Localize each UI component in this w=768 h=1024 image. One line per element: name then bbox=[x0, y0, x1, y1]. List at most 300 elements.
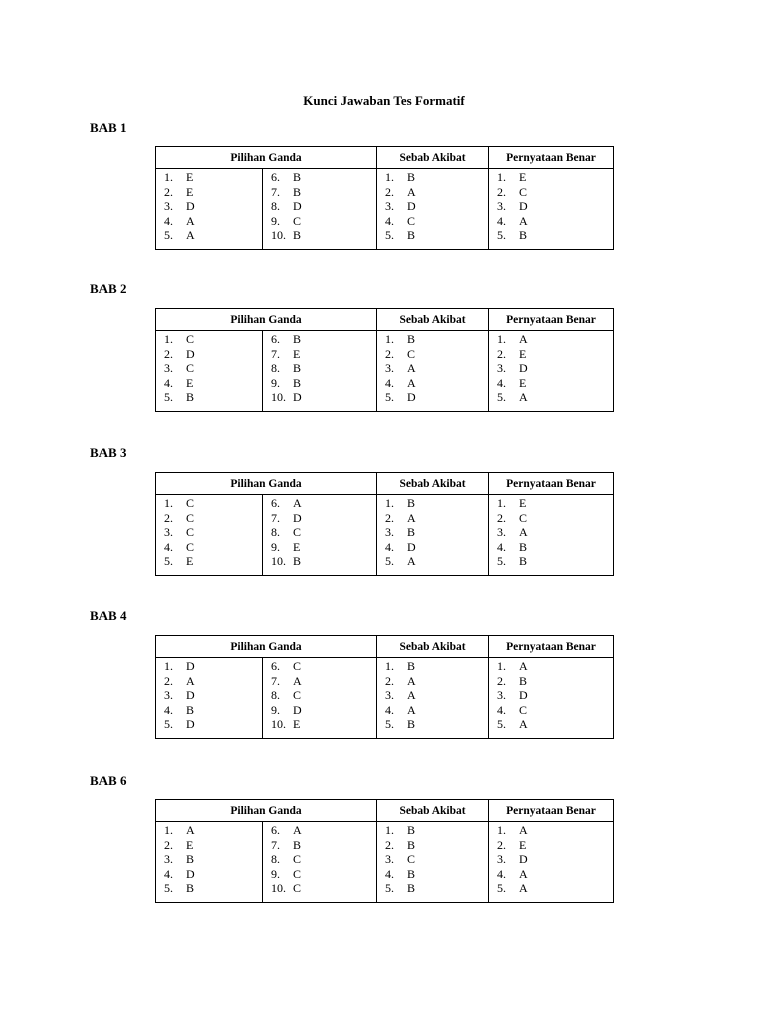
question-number: 9. bbox=[271, 213, 280, 228]
answer-item bbox=[164, 228, 262, 243]
answer-letter: B bbox=[293, 554, 302, 568]
question-number: 8. bbox=[271, 199, 280, 213]
answer-letter: A bbox=[519, 659, 528, 673]
answer-item bbox=[271, 511, 376, 526]
section-title: BAB 1 bbox=[90, 120, 127, 135]
answer-letter: A bbox=[407, 702, 416, 717]
question-number: 1. bbox=[497, 496, 507, 510]
pilihan-ganda-col-2 bbox=[263, 169, 377, 250]
pilihan-ganda-header: Pilihan Ganda bbox=[156, 147, 377, 169]
question-number: 1. bbox=[385, 496, 395, 510]
question-number: 1. bbox=[385, 659, 395, 673]
answer-letter: D bbox=[186, 346, 195, 361]
question-number: 2. bbox=[385, 510, 395, 525]
question-number: 6. bbox=[271, 496, 280, 510]
question-number: 2. bbox=[164, 346, 173, 361]
section-title: BAB 3 bbox=[90, 445, 127, 460]
question-number: 9. bbox=[271, 375, 280, 390]
answer-letter: C bbox=[293, 659, 302, 673]
answer-letter: C bbox=[293, 213, 302, 228]
answer-letter: D bbox=[186, 659, 195, 673]
answer-letter: B bbox=[293, 170, 302, 184]
answer-item bbox=[497, 361, 613, 376]
answer-letter: E bbox=[519, 170, 527, 184]
question-number: 5. bbox=[497, 717, 507, 731]
pilihan-ganda-header: Pilihan Ganda bbox=[156, 636, 377, 658]
pilihan-ganda-col-1 bbox=[156, 331, 263, 412]
answer-item bbox=[497, 511, 613, 526]
pilihan-ganda-col-1 bbox=[156, 169, 263, 250]
question-number: 5. bbox=[164, 554, 173, 568]
answer-letter: C bbox=[519, 184, 528, 199]
answer-letter: A bbox=[407, 184, 416, 199]
answer-item bbox=[497, 717, 613, 732]
pernyataan-benar-col bbox=[489, 331, 614, 412]
answer-item bbox=[385, 185, 488, 200]
answer-letter: E bbox=[519, 375, 527, 390]
answer-item bbox=[271, 554, 376, 569]
pernyataan-benar-col bbox=[489, 822, 614, 903]
question-number: 3. bbox=[497, 688, 507, 702]
answer-item bbox=[164, 867, 262, 882]
answer-letter: E bbox=[186, 837, 194, 852]
answer-item bbox=[497, 838, 613, 853]
table-row bbox=[156, 169, 614, 250]
answer-item bbox=[497, 170, 613, 185]
answer-letter: D bbox=[186, 688, 195, 702]
answer-item bbox=[385, 717, 488, 732]
question-number: 3. bbox=[385, 852, 395, 866]
answer-item bbox=[385, 688, 488, 703]
question-number: 5. bbox=[164, 390, 173, 404]
answer-item bbox=[271, 347, 376, 362]
answer-letter: C bbox=[293, 688, 302, 702]
table-header-row bbox=[156, 147, 614, 169]
answer-letter: D bbox=[407, 199, 416, 213]
answer-letter: A bbox=[407, 554, 416, 568]
question-number: 8. bbox=[271, 688, 280, 702]
sebab-akibat-header: Sebab Akibat bbox=[377, 309, 489, 331]
answer-item bbox=[497, 228, 613, 243]
pilihan-ganda-col-2 bbox=[263, 331, 377, 412]
question-number: 4. bbox=[164, 539, 173, 554]
question-number: 1. bbox=[164, 332, 173, 346]
answer-item bbox=[385, 703, 488, 718]
question-number: 2. bbox=[497, 346, 507, 361]
pilihan-ganda-col-1 bbox=[156, 658, 263, 739]
question-number: 7. bbox=[271, 510, 280, 525]
answer-letter: B bbox=[519, 673, 528, 688]
answer-letter: B bbox=[407, 823, 416, 837]
table-header-row bbox=[156, 309, 614, 331]
answer-letter: D bbox=[519, 199, 528, 213]
question-number: 3. bbox=[164, 688, 173, 702]
answer-item bbox=[164, 838, 262, 853]
answer-item bbox=[164, 717, 262, 732]
question-number: 6. bbox=[271, 659, 280, 673]
question-number: 3. bbox=[497, 525, 507, 539]
answer-item bbox=[497, 390, 613, 405]
pernyataan-benar-header: Pernyataan Benar bbox=[489, 147, 614, 169]
answer-item bbox=[164, 170, 262, 185]
answer-letter: E bbox=[519, 346, 527, 361]
sebab-akibat-header: Sebab Akibat bbox=[377, 800, 489, 822]
answer-item bbox=[385, 823, 488, 838]
question-number: 7. bbox=[271, 346, 280, 361]
answer-letter: E bbox=[293, 346, 301, 361]
question-number: 2. bbox=[385, 673, 395, 688]
answer-item bbox=[164, 823, 262, 838]
answer-letter: B bbox=[186, 881, 195, 895]
answer-item bbox=[271, 881, 376, 896]
pernyataan-benar-header: Pernyataan Benar bbox=[489, 636, 614, 658]
answer-letter: A bbox=[519, 823, 528, 837]
answer-key-table bbox=[155, 308, 614, 412]
answer-item bbox=[385, 361, 488, 376]
question-number: 8. bbox=[271, 852, 280, 866]
question-number: 5. bbox=[385, 881, 395, 895]
answer-letter: E bbox=[293, 717, 301, 731]
answer-letter: D bbox=[186, 866, 195, 881]
answer-item bbox=[385, 376, 488, 391]
question-number: 1. bbox=[164, 170, 173, 184]
question-number: 9. bbox=[271, 539, 280, 554]
answer-item bbox=[497, 332, 613, 347]
question-number: 1. bbox=[497, 170, 507, 184]
question-number: 1. bbox=[164, 496, 173, 510]
answer-item bbox=[385, 228, 488, 243]
question-number: 10. bbox=[271, 390, 286, 404]
answer-item bbox=[164, 199, 262, 214]
pilihan-ganda-col-2 bbox=[263, 658, 377, 739]
question-number: 3. bbox=[164, 199, 173, 213]
answer-letter: E bbox=[293, 539, 301, 554]
question-number: 5. bbox=[497, 554, 507, 568]
answer-letter: B bbox=[407, 866, 416, 881]
answer-letter: A bbox=[519, 213, 528, 228]
section-title: BAB 6 bbox=[90, 773, 127, 788]
pilihan-ganda-header: Pilihan Ganda bbox=[156, 800, 377, 822]
answer-item bbox=[497, 881, 613, 896]
answer-letter: B bbox=[407, 332, 416, 346]
question-number: 4. bbox=[385, 213, 395, 228]
answer-item bbox=[497, 525, 613, 540]
table-header-row bbox=[156, 636, 614, 658]
answer-letter: C bbox=[519, 702, 528, 717]
answer-item bbox=[271, 185, 376, 200]
answer-item bbox=[271, 361, 376, 376]
answer-letter: A bbox=[519, 332, 528, 346]
question-number: 3. bbox=[385, 199, 395, 213]
question-number: 1. bbox=[385, 170, 395, 184]
sebab-akibat-header: Sebab Akibat bbox=[377, 147, 489, 169]
answer-letter: B bbox=[407, 717, 416, 731]
question-number: 4. bbox=[164, 702, 173, 717]
answer-item bbox=[164, 214, 262, 229]
answer-letter: A bbox=[293, 673, 302, 688]
answer-key-table bbox=[155, 799, 614, 903]
answer-item bbox=[164, 525, 262, 540]
answer-letter: A bbox=[519, 881, 528, 895]
answer-letter: A bbox=[519, 866, 528, 881]
answer-item bbox=[385, 852, 488, 867]
answer-item bbox=[271, 674, 376, 689]
answer-letter: D bbox=[407, 390, 416, 404]
answer-letter: D bbox=[186, 199, 195, 213]
question-number: 2. bbox=[497, 184, 507, 199]
answer-letter: E bbox=[519, 496, 527, 510]
answer-item bbox=[497, 867, 613, 882]
answer-key-table bbox=[155, 146, 614, 250]
answer-item bbox=[385, 838, 488, 853]
pilihan-ganda-header: Pilihan Ganda bbox=[156, 473, 377, 495]
answer-letter: B bbox=[407, 228, 416, 242]
answer-item bbox=[271, 688, 376, 703]
answer-letter: C bbox=[407, 213, 416, 228]
answer-item bbox=[271, 525, 376, 540]
answer-letter: D bbox=[293, 199, 302, 213]
answer-item bbox=[497, 703, 613, 718]
answer-item bbox=[271, 199, 376, 214]
answer-item bbox=[164, 674, 262, 689]
question-number: 1. bbox=[497, 659, 507, 673]
question-number: 2. bbox=[385, 184, 395, 199]
table-row bbox=[156, 331, 614, 412]
answer-letter: D bbox=[519, 361, 528, 375]
answer-letter: A bbox=[407, 673, 416, 688]
section-title: BAB 2 bbox=[90, 281, 127, 296]
answer-item bbox=[497, 852, 613, 867]
answer-item bbox=[385, 332, 488, 347]
sebab-akibat-col bbox=[377, 331, 489, 412]
question-number: 3. bbox=[385, 688, 395, 702]
answer-item bbox=[164, 347, 262, 362]
question-number: 3. bbox=[497, 361, 507, 375]
question-number: 1. bbox=[497, 823, 507, 837]
answer-key-table bbox=[155, 472, 614, 576]
question-number: 5. bbox=[164, 717, 173, 731]
answer-item bbox=[164, 376, 262, 391]
answer-item bbox=[271, 659, 376, 674]
answer-item bbox=[271, 496, 376, 511]
answer-item bbox=[271, 852, 376, 867]
answer-letter: B bbox=[519, 554, 528, 568]
pernyataan-benar-col bbox=[489, 495, 614, 576]
answer-item bbox=[271, 332, 376, 347]
answer-letter: C bbox=[186, 496, 195, 510]
answer-letter: B bbox=[407, 881, 416, 895]
question-number: 10. bbox=[271, 881, 286, 895]
answer-item bbox=[271, 703, 376, 718]
section-title: BAB 4 bbox=[90, 608, 127, 623]
answer-item bbox=[271, 823, 376, 838]
table-row bbox=[156, 658, 614, 739]
answer-letter: D bbox=[407, 539, 416, 554]
answer-item bbox=[271, 867, 376, 882]
answer-item bbox=[385, 214, 488, 229]
table-row bbox=[156, 495, 614, 576]
answer-item bbox=[385, 511, 488, 526]
answer-item bbox=[164, 881, 262, 896]
question-number: 5. bbox=[497, 228, 507, 242]
answer-item bbox=[497, 823, 613, 838]
answer-item bbox=[271, 540, 376, 555]
answer-letter: B bbox=[186, 390, 195, 404]
question-number: 3. bbox=[164, 525, 173, 539]
question-number: 1. bbox=[164, 823, 173, 837]
answer-letter: A bbox=[186, 213, 195, 228]
question-number: 9. bbox=[271, 866, 280, 881]
pernyataan-benar-header: Pernyataan Benar bbox=[489, 309, 614, 331]
answer-letter: C bbox=[293, 852, 302, 866]
question-number: 3. bbox=[385, 525, 395, 539]
answer-letter: B bbox=[407, 659, 416, 673]
pilihan-ganda-col-1 bbox=[156, 822, 263, 903]
answer-item bbox=[497, 496, 613, 511]
question-number: 8. bbox=[271, 525, 280, 539]
answer-key-table bbox=[155, 635, 614, 739]
answer-letter: B bbox=[407, 525, 416, 539]
pernyataan-benar-col bbox=[489, 169, 614, 250]
answer-letter: B bbox=[407, 837, 416, 852]
question-number: 5. bbox=[497, 390, 507, 404]
answer-letter: B bbox=[186, 852, 195, 866]
answer-letter: C bbox=[186, 361, 195, 375]
answer-item bbox=[497, 659, 613, 674]
pilihan-ganda-header: Pilihan Ganda bbox=[156, 309, 377, 331]
table-header-row bbox=[156, 800, 614, 822]
question-number: 3. bbox=[164, 852, 173, 866]
answer-item bbox=[164, 511, 262, 526]
answer-letter: C bbox=[293, 866, 302, 881]
answer-item bbox=[497, 540, 613, 555]
question-number: 2. bbox=[164, 837, 173, 852]
answer-letter: A bbox=[519, 390, 528, 404]
answer-letter: A bbox=[407, 688, 416, 702]
answer-letter: C bbox=[519, 510, 528, 525]
question-number: 4. bbox=[497, 375, 507, 390]
question-number: 2. bbox=[497, 510, 507, 525]
question-number: 4. bbox=[385, 702, 395, 717]
question-number: 7. bbox=[271, 184, 280, 199]
answer-item bbox=[164, 659, 262, 674]
answer-letter: D bbox=[186, 717, 195, 731]
pernyataan-benar-col bbox=[489, 658, 614, 739]
answer-item bbox=[271, 214, 376, 229]
answer-letter: E bbox=[186, 554, 194, 568]
answer-letter: E bbox=[186, 170, 194, 184]
question-number: 6. bbox=[271, 823, 280, 837]
question-number: 3. bbox=[164, 361, 173, 375]
answer-letter: C bbox=[186, 332, 195, 346]
pernyataan-benar-header: Pernyataan Benar bbox=[489, 800, 614, 822]
question-number: 8. bbox=[271, 361, 280, 375]
question-number: 3. bbox=[385, 361, 395, 375]
question-number: 2. bbox=[497, 673, 507, 688]
answer-item bbox=[385, 881, 488, 896]
question-number: 2. bbox=[385, 837, 395, 852]
question-number: 4. bbox=[164, 213, 173, 228]
answer-item bbox=[164, 332, 262, 347]
question-number: 6. bbox=[271, 170, 280, 184]
answer-item bbox=[497, 554, 613, 569]
question-number: 1. bbox=[164, 659, 173, 673]
answer-letter: B bbox=[519, 539, 528, 554]
answer-letter: A bbox=[407, 510, 416, 525]
answer-item bbox=[497, 674, 613, 689]
answer-item bbox=[164, 852, 262, 867]
answer-letter: A bbox=[519, 717, 528, 731]
answer-letter: A bbox=[186, 823, 195, 837]
answer-letter: B bbox=[186, 702, 195, 717]
answer-item bbox=[497, 376, 613, 391]
answer-letter: A bbox=[186, 228, 195, 242]
sebab-akibat-col bbox=[377, 658, 489, 739]
answer-letter: C bbox=[186, 525, 195, 539]
answer-letter: C bbox=[293, 881, 302, 895]
answer-item bbox=[385, 554, 488, 569]
answer-letter: B bbox=[407, 496, 416, 510]
answer-letter: C bbox=[407, 852, 416, 866]
question-number: 5. bbox=[385, 717, 395, 731]
answer-letter: A bbox=[293, 823, 302, 837]
question-number: 4. bbox=[497, 866, 507, 881]
answer-item bbox=[385, 347, 488, 362]
answer-item bbox=[385, 674, 488, 689]
answer-letter: A bbox=[407, 375, 416, 390]
table-row bbox=[156, 822, 614, 903]
answer-item bbox=[271, 838, 376, 853]
answer-item bbox=[497, 688, 613, 703]
answer-letter: B bbox=[293, 332, 302, 346]
question-number: 5. bbox=[164, 881, 173, 895]
question-number: 10. bbox=[271, 717, 286, 731]
question-number: 5. bbox=[385, 390, 395, 404]
question-number: 4. bbox=[497, 213, 507, 228]
answer-item bbox=[271, 376, 376, 391]
answer-item bbox=[385, 390, 488, 405]
answer-item bbox=[385, 540, 488, 555]
question-number: 5. bbox=[497, 881, 507, 895]
answer-letter: C bbox=[186, 510, 195, 525]
answer-letter: D bbox=[293, 510, 302, 525]
question-number: 6. bbox=[271, 332, 280, 346]
answer-item bbox=[164, 185, 262, 200]
answer-letter: B bbox=[293, 361, 302, 375]
answer-item bbox=[271, 170, 376, 185]
pernyataan-benar-header: Pernyataan Benar bbox=[489, 473, 614, 495]
answer-item bbox=[497, 347, 613, 362]
question-number: 3. bbox=[497, 852, 507, 866]
answer-letter: A bbox=[407, 361, 416, 375]
question-number: 10. bbox=[271, 228, 286, 242]
answer-item bbox=[164, 390, 262, 405]
question-number: 4. bbox=[497, 702, 507, 717]
question-number: 2. bbox=[385, 346, 395, 361]
question-number: 2. bbox=[497, 837, 507, 852]
answer-item bbox=[497, 214, 613, 229]
question-number: 1. bbox=[497, 332, 507, 346]
answer-letter: C bbox=[293, 525, 302, 539]
answer-item bbox=[497, 199, 613, 214]
answer-item bbox=[385, 659, 488, 674]
sebab-akibat-header: Sebab Akibat bbox=[377, 473, 489, 495]
answer-letter: E bbox=[186, 184, 194, 199]
answer-letter: C bbox=[186, 539, 195, 554]
sebab-akibat-col bbox=[377, 169, 489, 250]
question-number: 2. bbox=[164, 673, 173, 688]
answer-letter: B bbox=[293, 375, 302, 390]
